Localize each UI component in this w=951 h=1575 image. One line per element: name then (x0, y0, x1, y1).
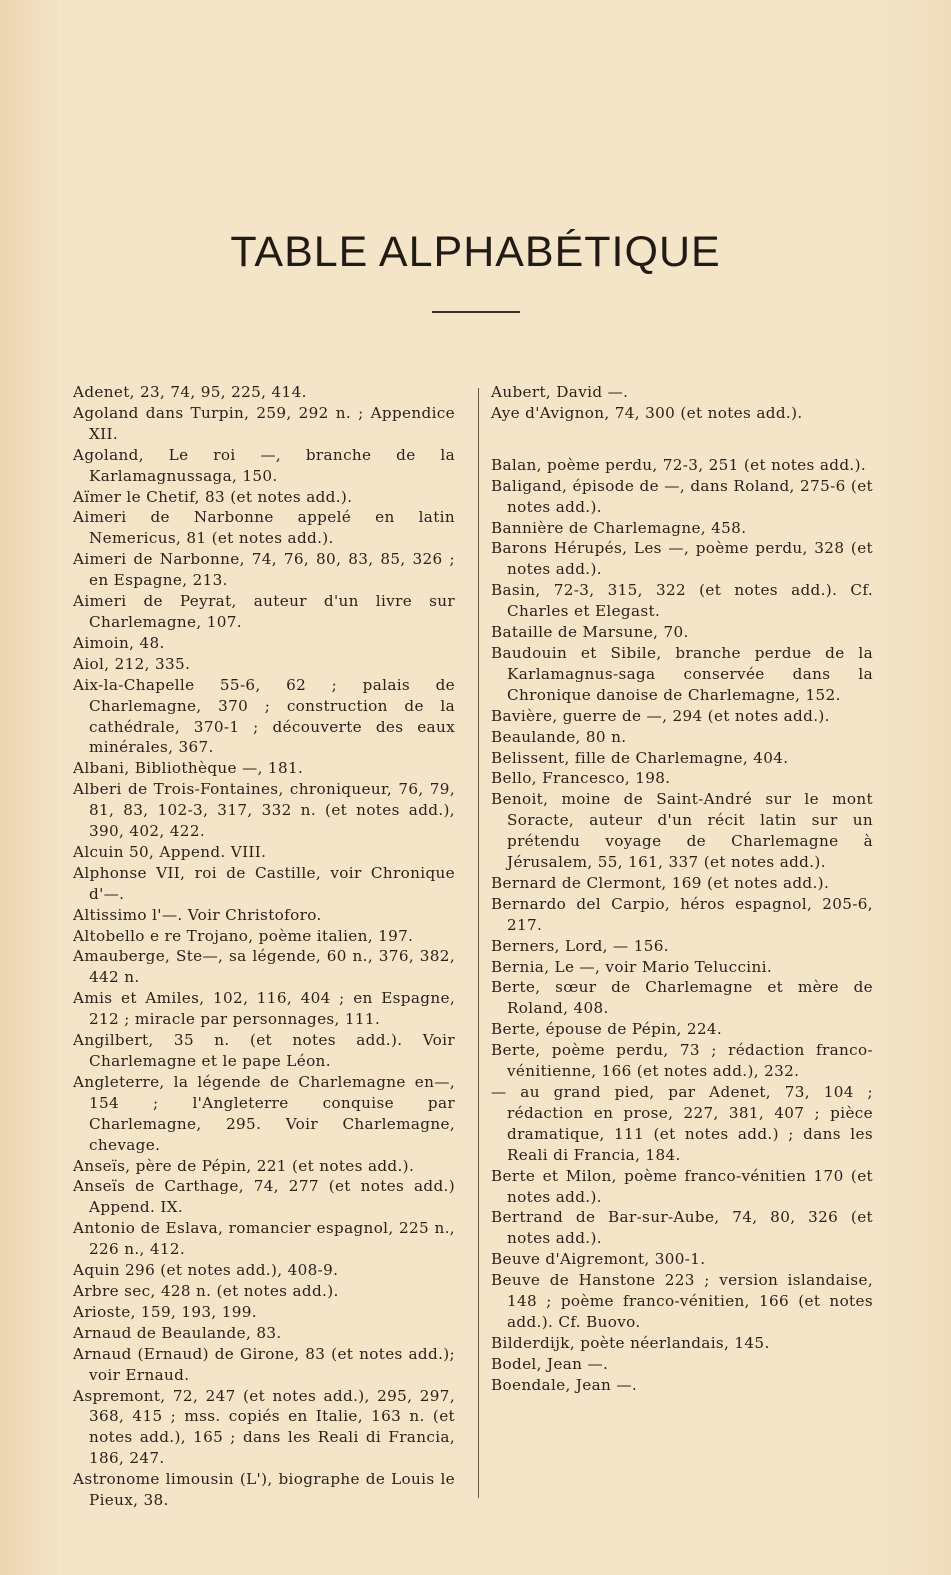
index-entry: Boendale, Jean —. (491, 1375, 638, 1394)
index-entry: Barons Hérupés, Les —, poème perdu, 328 (et notes add.). (491, 539, 873, 579)
index-entry: Berte, épouse de Pépin, 224. (491, 1020, 723, 1039)
index-column-right (491, 382, 873, 1396)
index-entry: Bataille de Marsune, 70. (491, 623, 689, 642)
index-entry: Berners, Lord, — 156. (491, 936, 669, 955)
index-entry: Beaulande, 80 n. (491, 727, 627, 746)
index-entry: Alphonse VII, roi de Castille, voir Chronique d'—. (73, 863, 455, 903)
index-entry: Aspremont, 72, 247 (et notes add.), 295, 297, 368, 415 ; mss. copiés en Italie, 163 n. (et notes add.), 165 ; dans les Reali di Francia, 186, 247. (73, 1386, 455, 1468)
index-entry: Amis et Amiles, 102, 116, 404 ; en Espagne, 212 ; miracle par personnages, 111. (73, 989, 455, 1029)
index-entry: Albani, Bibliothèque —, 181. (73, 759, 304, 778)
index-entry: Berte et Milon, poème franco-vénitien 170 (et notes add.). (491, 1166, 873, 1206)
index-column-left (73, 382, 455, 1511)
index-entry: Beuve d'Aigremont, 300-1. (491, 1250, 706, 1269)
index-entry: Aimoin, 48. (73, 633, 165, 652)
index-entry: Arbre sec, 428 n. (et notes add.). (73, 1281, 339, 1300)
index-entry: Aix-la-Chapelle 55-6, 62 ; palais de Charlemagne, 370 ; construction de la cathédrale, 370-1 ; découverte des eaux minérales, 367. (73, 675, 455, 757)
index-entry: Bernia, Le —, voir Mario Teluccini. (491, 957, 773, 976)
index-entry: Anseïs de Carthage, 74, 277 (et notes add.) Append. IX. (73, 1177, 455, 1217)
index-entry: Belissent, fille de Charlemagne, 404. (491, 748, 789, 767)
index-entry: Arnaud (Ernaud) de Girone, 83 (et notes add.); voir Ernaud. (73, 1344, 455, 1384)
index-entry: Altissimo l'—. Voir Christoforo. (73, 905, 322, 924)
index-entry: Aye d'Avignon, 74, 300 (et notes add.). (491, 403, 803, 422)
index-entry: Berte, poème perdu, 73 ; rédaction franco-vénitienne, 166 (et notes add.), 232. (491, 1041, 873, 1081)
index-entry: Bannière de Charlemagne, 458. (491, 518, 747, 537)
index-entry: Arnaud de Beaulande, 83. (73, 1323, 282, 1342)
index-entry: Balan, poème perdu, 72-3, 251 (et notes add.). (491, 455, 867, 474)
index-entry: Alcuin 50, Append. VIII. (73, 842, 267, 861)
index-entry: Agoland, Le roi —, branche de la Karlamagnussaga, 150. (73, 445, 455, 485)
index-entry: Antonio de Eslava, romancier espagnol, 225 n., 226 n., 412. (73, 1219, 455, 1259)
index-entry: Beuve de Hanstone 223 ; version islandaise, 148 ; poème franco-vénitien, 166 (et notes add.). Cf. Buovo. (491, 1271, 873, 1331)
index-entry: Baligand, épisode de —, dans Roland, 275-6 (et notes add.). (491, 476, 873, 516)
index-entry: Bilderdijk, poète néerlandais, 145. (491, 1333, 770, 1352)
page-title: TABLE ALPHABÉTIQUE (230, 228, 721, 276)
title-rule (432, 311, 520, 313)
index-entry: Aimeri de Narbonne appelé en latin Nemericus, 81 (et notes add.). (73, 508, 455, 548)
index-entry: Baudouin et Sibile, branche perdue de la Karlamagnus-saga conservée dans la Chronique danoise de Charlemagne, 152. (491, 643, 873, 704)
index-entry: Aquin 296 (et notes add.), 408-9. (73, 1261, 339, 1280)
index-entry: Bodel, Jean —. (491, 1354, 609, 1373)
index-entry: Anseïs, père de Pépin, 221 (et notes add.). (73, 1156, 415, 1175)
index-entry: Bertrand de Bar-sur-Aube, 74, 80, 326 (et notes add.). (491, 1208, 873, 1248)
index-entry: Agoland dans Turpin, 259, 292 n. ; Appendice XII. (73, 403, 455, 443)
index-entry: Arioste, 159, 193, 199. (73, 1302, 257, 1321)
index-entry: Altobello e re Trojano, poème italien, 197. (73, 926, 414, 945)
index-entry: Adenet, 23, 74, 95, 225, 414. (73, 383, 307, 401)
index-entry: Bernard de Clermont, 169 (et notes add.). (491, 873, 830, 892)
index-entry: Alberi de Trois-Fontaines, chroniqueur, 76, 79, 81, 83, 102-3, 317, 332 n. (et notes add.), 390, 402, 422. (73, 780, 455, 841)
index-entry: Bavière, guerre de —, 294 (et notes add.). (491, 706, 830, 725)
index-entry: Astronome limousin (L'), biographe de Louis le Pieux, 38. (73, 1470, 455, 1510)
index-entry: — au grand pied, par Adenet, 73, 104 ; rédaction en prose, 227, 381, 407 ; pièce dramatique, 111 (et notes add.) ; dans les Reali di Francia, 184. (491, 1083, 873, 1164)
index-entry: Aimeri de Peyrat, auteur d'un livre sur Charlemagne, 107. (73, 592, 455, 631)
index-entry: Bello, Francesco, 198. (491, 769, 671, 788)
index-entry: Aïmer le Chetif, 83 (et notes add.). (73, 487, 353, 506)
index-entry: Angilbert, 35 n. (et notes add.). Voir Charlemagne et le pape Léon. (73, 1031, 455, 1070)
index-entry: Aiol, 212, 335. (73, 654, 191, 673)
index-entry: Amauberge, Ste—, sa légende, 60 n., 376, 382, 442 n. (73, 947, 455, 987)
index-entry: Basin, 72-3, 315, 322 (et notes add.). Cf. Charles et Elegast. (491, 581, 873, 621)
index-entry: Benoit, moine de Saint-André sur le mont Soracte, auteur d'un récit latin sur un prétendu voyage de Charlemagne à Jérusalem, 55, 161, 337 (et notes add.). (491, 790, 873, 872)
column-divider (478, 388, 479, 1498)
index-entry: Berte, sœur de Charlemagne et mère de Roland, 408. (491, 978, 873, 1018)
index-entry: Aimeri de Narbonne, 74, 76, 80, 83, 85, 326 ; en Espagne, 213. (73, 550, 455, 590)
index-entry: Angleterre, la légende de Charlemagne en—, 154 ; l'Angleterre conquise par Charlemagne, 295. Voir Charlemagne, chevage. (73, 1072, 455, 1154)
index-entry: Bernardo del Carpio, héros espagnol, 205-6, 217. (491, 894, 873, 934)
index-entry: Aubert, David —. (491, 383, 629, 401)
